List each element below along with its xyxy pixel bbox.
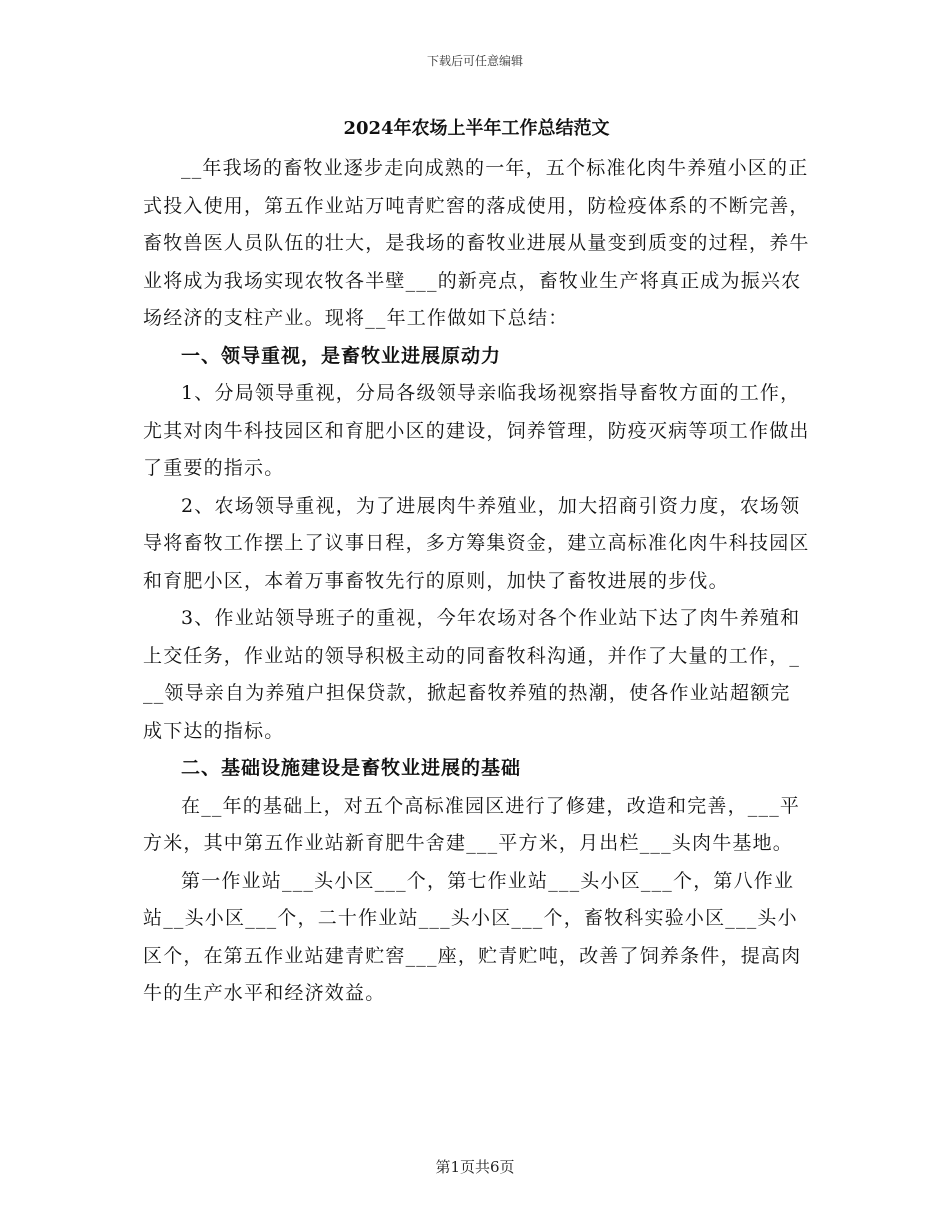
intro-paragraph: __年我场的畜牧业逐步走向成熟的一年，五个标准化肉牛养殖小区的正式投入使用，第五作业站万吨青贮窖的落成使用，防检疫体系的不断完善，畜牧兽医人员队伍的壮大，是我场的畜牧业进展从量变到质变的过程，养牛业将成为我场实现农牧各半壁___的新亮点，畜牧业生产将真正成为振兴农场经济的支柱产业。现将__年工作做如下总结：	[143, 157, 810, 329]
section-1-heading: 一、领导重视，是畜牧业进展原动力	[181, 344, 502, 367]
document-title: 2024年农场上半年工作总结范文	[343, 118, 610, 139]
section-1-paragraph-3: 3、作业站领导班子的重视，今年农场对各个作业站下达了肉牛养殖和上交任务，作业站的领导积极主动的同畜牧科沟通，并作了大量的工作，___领导亲自为养殖户担保贷款，掀起畜牧养殖的热潮，使各作业站超额完成下达的指标。	[143, 607, 801, 742]
section-2-heading: 二、基础设施建设是畜牧业进展的基础	[181, 757, 522, 779]
section-2-paragraph-2: 第一作业站___头小区___个，第七作业站___头小区___个，第八作业站__头小区___个，二十作业站___头小区___个，畜牧科实验小区___头小区个，在第五作业站建青贮窖___座，贮青贮吨，改善了饲养条件，提高肉牛的生产水平和经济效益。	[143, 869, 802, 1004]
section-2-paragraph-1: 在__年的基础上，对五个高标准园区进行了修建，改造和完善，___平方米，其中第五作业站新育肥牛舍建___平方米，月出栏___头肉牛基地。	[143, 794, 801, 854]
page-header-note: 下载后可任意编辑	[426, 54, 523, 68]
page-number-footer: 第1页共6页	[435, 1158, 515, 1176]
section-1-paragraph-2: 2、农场领导重视，为了进展肉牛养殖业，加大招商引资力度，农场领导将畜牧工作摆上了议事日程，多方筹集资金，建立高标准化肉牛科技园区和育肥小区，本着万事畜牧先行的原则，加快了畜牧进展的步伐。	[143, 494, 810, 592]
document-body	[143, 116, 810, 1013]
section-1-paragraph-1: 1、分局领导重视，分局各级领导亲临我场视察指导畜牧方面的工作，尤其对肉牛科技园区和育肥小区的建设，饲养管理，防疫灭病等项工作做出了重要的指示。	[143, 382, 810, 479]
